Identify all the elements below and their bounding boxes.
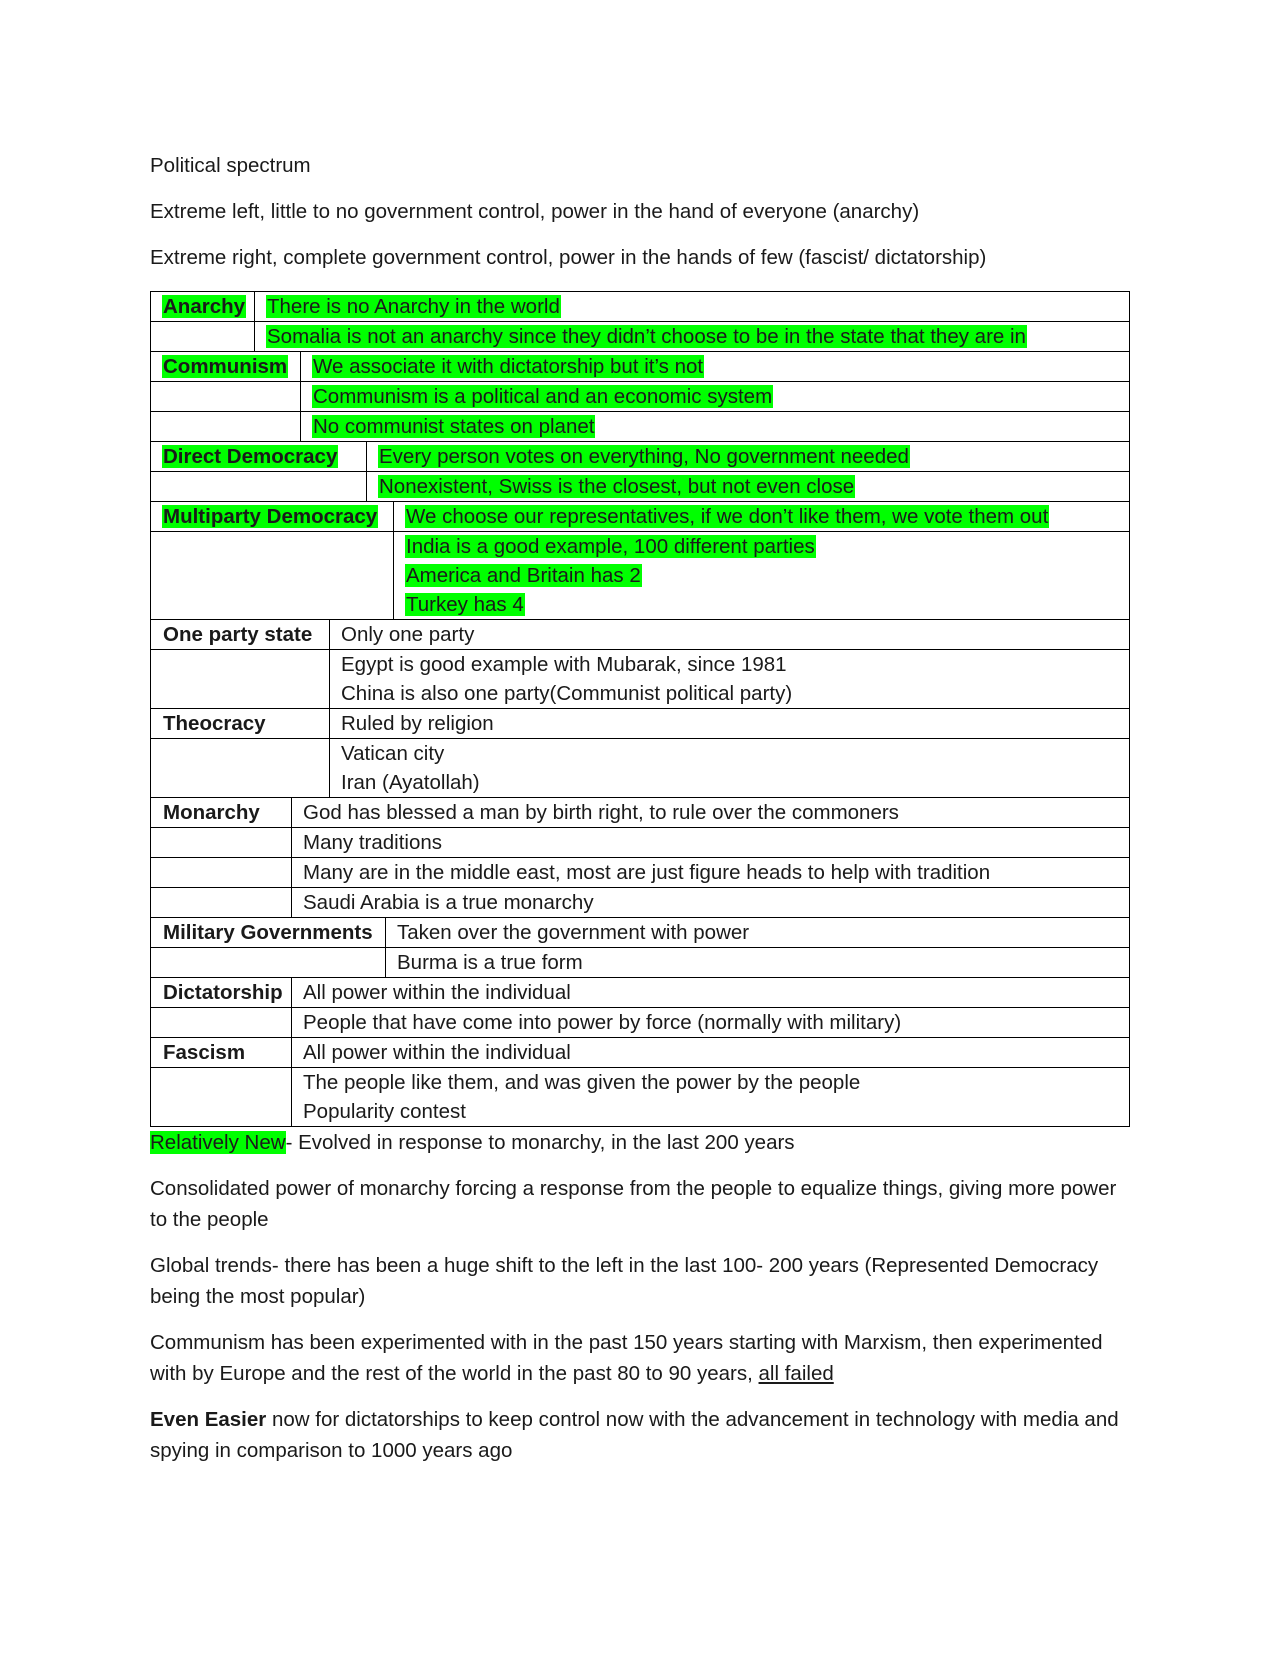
table-row — [151, 1037, 1129, 1067]
table-row — [151, 917, 1129, 947]
desc-cell — [300, 412, 1129, 441]
desc-cell — [291, 1008, 1129, 1037]
table-row — [151, 381, 1129, 411]
desc-cell — [291, 888, 1129, 917]
table-row — [151, 797, 1129, 827]
term-cell — [151, 1068, 291, 1126]
document-body — [150, 150, 1130, 1466]
table-row — [151, 411, 1129, 441]
term-cell — [151, 1038, 291, 1067]
desc-cell — [385, 918, 1129, 947]
table-row — [151, 738, 1129, 797]
desc-cell — [254, 292, 1129, 321]
table-row — [151, 619, 1129, 649]
term-cell — [151, 620, 329, 649]
term-cell — [151, 739, 329, 797]
desc-text: Popularity contest — [303, 1100, 466, 1123]
desc-text: The people like them, and was given the power by the people — [303, 1071, 861, 1094]
desc-cell — [366, 442, 1129, 471]
even-easier-bold: Even Easier — [150, 1408, 267, 1431]
desc-text: Somalia is not an anarchy since they didn’t choose to be in the state that they are in — [267, 325, 1026, 348]
extreme-right-text: Extreme right, complete government control, power in the hands of few (fascist/ dictatorship) — [150, 246, 987, 269]
table-row — [151, 977, 1129, 1007]
term-one-party-state: One party state — [163, 623, 313, 646]
desc-text: Saudi Arabia is a true monarchy — [303, 891, 594, 914]
term-cell — [151, 502, 393, 531]
communism-history-text: Communism has been experimented with in the past 150 years starting with Marxism, then experimented with by Europe and the rest of the world in the past 80 to 90 years, — [150, 1331, 1103, 1385]
term-anarchy: Anarchy — [163, 295, 246, 318]
relatively-new-highlight: Relatively New — [150, 1131, 286, 1154]
table-row — [151, 471, 1129, 501]
communism-history-paragraph — [150, 1327, 1130, 1389]
desc-cell — [291, 828, 1129, 857]
desc-text: America and Britain has 2 — [406, 564, 641, 587]
desc-cell — [329, 709, 1129, 738]
relatively-new-note — [150, 1127, 1130, 1158]
desc-cell — [393, 502, 1129, 531]
term-theocracy: Theocracy — [163, 712, 266, 735]
term-dictatorship: Dictatorship — [163, 981, 283, 1004]
desc-cell — [385, 948, 1129, 977]
table-row — [151, 857, 1129, 887]
term-cell — [151, 918, 385, 947]
desc-text: Nonexistent, Swiss is the closest, but not even close — [379, 475, 855, 498]
term-military-governments: Military Governments — [163, 921, 373, 944]
desc-cell — [291, 798, 1129, 827]
term-fascism: Fascism — [163, 1041, 246, 1064]
desc-text: Burma is a true form — [397, 951, 583, 974]
desc-text: Communism is a political and an economic system — [313, 385, 773, 408]
term-cell — [151, 858, 291, 887]
desc-text: China is also one party(Communist political party) — [341, 682, 793, 705]
table-row — [151, 649, 1129, 708]
desc-cell — [300, 352, 1129, 381]
term-cell — [151, 948, 385, 977]
doc-title: Political spectrum — [150, 154, 311, 177]
term-cell — [151, 442, 366, 471]
desc-text: Many traditions — [303, 831, 443, 854]
desc-text: All power within the individual — [303, 981, 571, 1004]
desc-cell — [254, 322, 1129, 351]
table-row — [151, 708, 1129, 738]
term-cell — [151, 532, 393, 619]
desc-text: Only one party — [341, 623, 475, 646]
desc-text: Egypt is good example with Mubarak, since 1981 — [341, 653, 787, 676]
desc-text: We associate it with dictatorship but it’s not — [313, 355, 704, 378]
table-row — [151, 531, 1129, 619]
table-row — [151, 351, 1129, 381]
term-cell — [151, 828, 291, 857]
desc-text: Iran (Ayatollah) — [341, 771, 480, 794]
desc-text: Turkey has 4 — [406, 593, 524, 616]
even-easier-paragraph — [150, 1404, 1130, 1466]
table-row — [151, 292, 1129, 321]
government-types-table — [150, 291, 1130, 1127]
extreme-left-text: Extreme left, little to no government control, power in the hand of everyone (anarchy) — [150, 200, 920, 223]
desc-cell — [366, 472, 1129, 501]
term-monarchy: Monarchy — [163, 801, 260, 824]
term-cell — [151, 798, 291, 827]
term-cell — [151, 382, 300, 411]
desc-text: Every person votes on everything, No government needed — [379, 445, 909, 468]
desc-text: All power within the individual — [303, 1041, 571, 1064]
global-trends-paragraph: Global trends- there has been a huge shift to the left in the last 100- 200 years (Represented Democracy being the most popular) — [150, 1254, 1099, 1308]
desc-text: We choose our representatives, if we don’t like them, we vote them out — [406, 505, 1049, 528]
relatively-new-text: - Evolved in response to monarchy, in the last 200 years — [285, 1131, 795, 1154]
desc-cell — [329, 650, 1129, 708]
table-row — [151, 887, 1129, 917]
table-row — [151, 1007, 1129, 1037]
even-easier-text: now for dictatorships to keep control now with the advancement in technology with media and spying in comparison to 1000 years ago — [150, 1408, 1119, 1462]
consolidated-power-paragraph: Consolidated power of monarchy forcing a response from the people to equalize things, giving more power to the people — [150, 1177, 1117, 1231]
desc-text: No communist states on planet — [313, 415, 595, 438]
term-cell — [151, 412, 300, 441]
term-cell — [151, 292, 254, 321]
desc-cell — [291, 1038, 1129, 1067]
desc-cell — [291, 858, 1129, 887]
term-multiparty-democracy: Multiparty Democracy — [163, 505, 378, 528]
term-cell — [151, 978, 291, 1007]
term-cell — [151, 352, 300, 381]
term-cell — [151, 322, 254, 351]
desc-text: People that have come into power by force (normally with military) — [303, 1011, 902, 1034]
term-cell — [151, 888, 291, 917]
table-row — [151, 827, 1129, 857]
desc-text: Ruled by religion — [341, 712, 494, 735]
desc-cell — [291, 978, 1129, 1007]
table-row — [151, 321, 1129, 351]
term-cell — [151, 650, 329, 708]
term-cell — [151, 1008, 291, 1037]
table-row — [151, 501, 1129, 531]
term-communism: Communism — [163, 355, 288, 378]
desc-text: There is no Anarchy in the world — [267, 295, 560, 318]
term-cell — [151, 709, 329, 738]
desc-text: Taken over the government with power — [397, 921, 750, 944]
table-row — [151, 441, 1129, 471]
term-cell — [151, 472, 366, 501]
table-row — [151, 947, 1129, 977]
desc-cell — [329, 739, 1129, 797]
desc-cell — [291, 1068, 1129, 1126]
desc-cell — [329, 620, 1129, 649]
table-row — [151, 1067, 1129, 1126]
all-failed-text: all failed — [758, 1362, 834, 1385]
desc-cell — [393, 532, 1129, 619]
desc-cell — [300, 382, 1129, 411]
desc-text: India is a good example, 100 different parties — [406, 535, 815, 558]
desc-text: God has blessed a man by birth right, to rule over the commoners — [303, 801, 899, 824]
desc-text: Vatican city — [341, 742, 445, 765]
term-direct-democracy: Direct Democracy — [163, 445, 338, 468]
desc-text: Many are in the middle east, most are just figure heads to help with tradition — [303, 861, 991, 884]
